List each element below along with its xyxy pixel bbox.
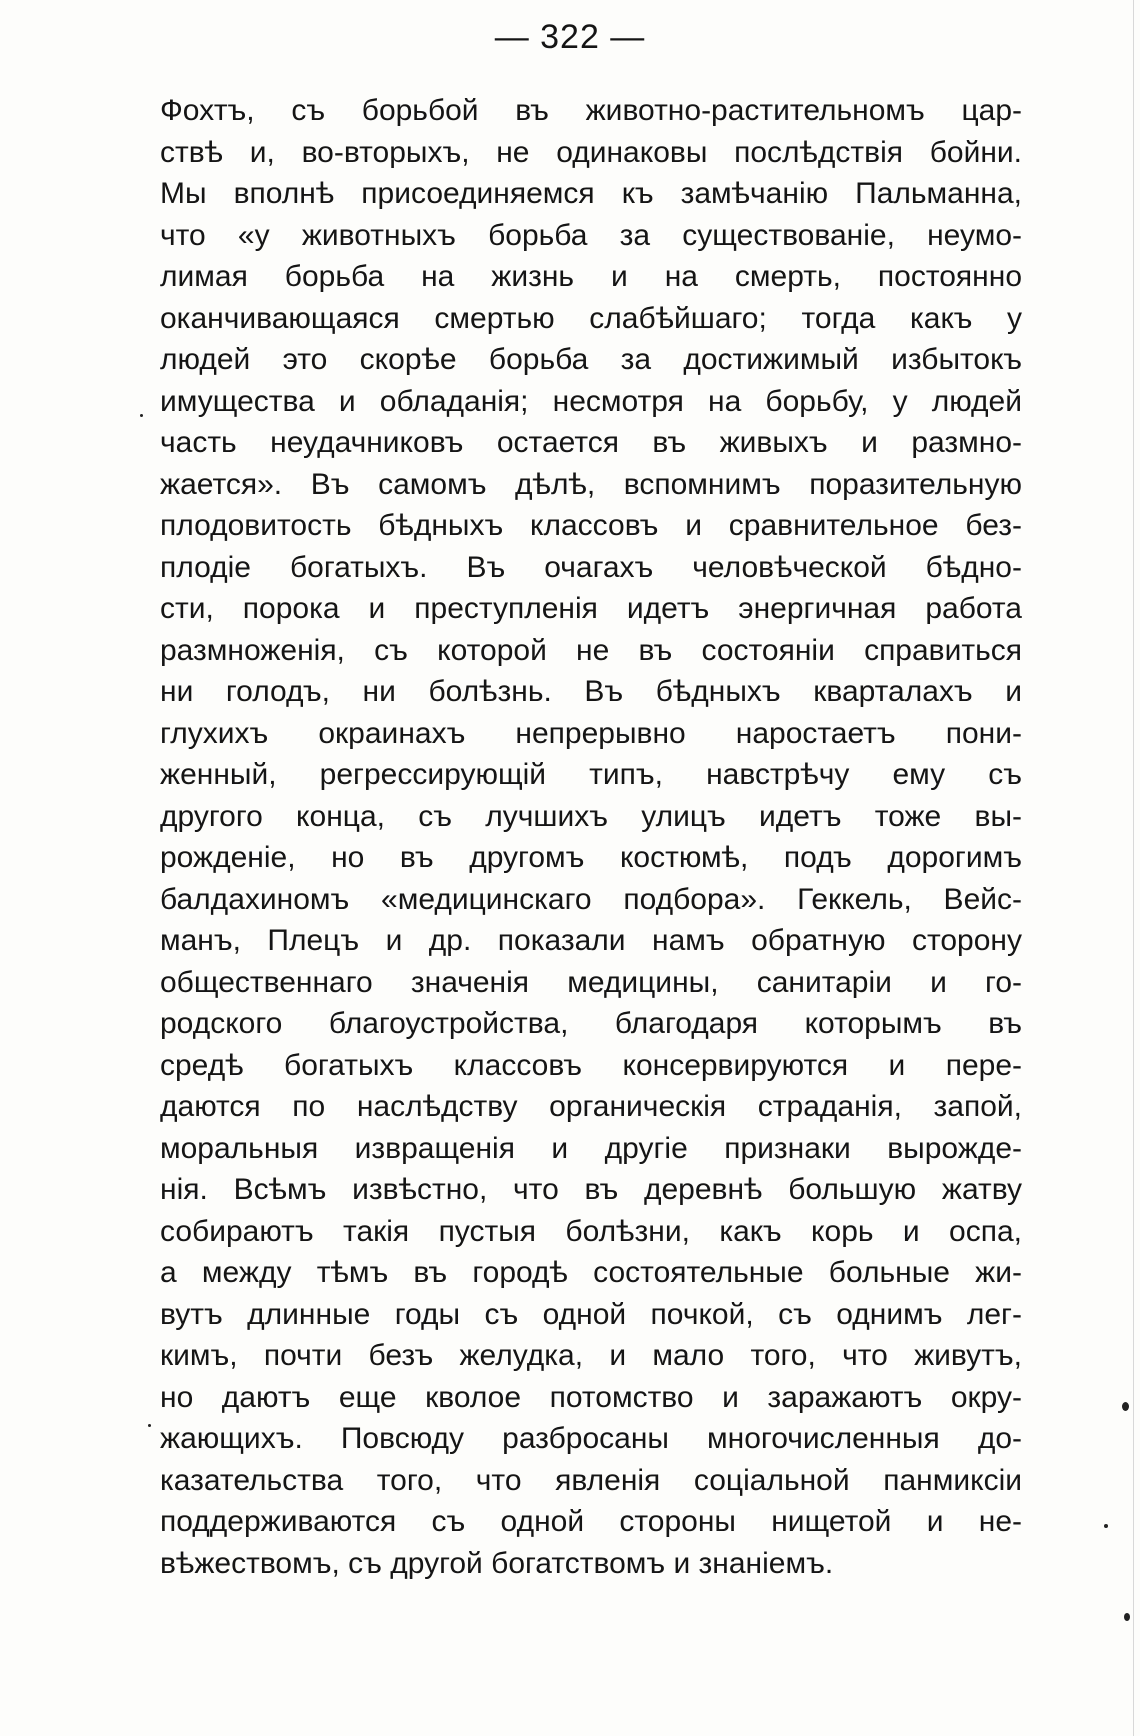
body-text [160,90,1022,1650]
text-line: нія. Всѣмъ извѣстно, что въ деревнѣ большую жатву [160,1173,1022,1206]
text-line: плодовитость бѣдныхъ классовъ и сравнительное без- [160,509,1022,542]
text-line: казательства того, что явленія соціальной панмиксіи [160,1463,1022,1497]
text-line: размноженія, съ которой не въ состояніи справиться [160,633,1022,667]
text-line: родского благоустройства, благодаря которымъ въ [160,1007,1022,1040]
scan-speck [148,1424,151,1427]
text-line: глухихъ окраинахъ непрерывно наростаетъ пони- [160,716,1022,750]
text-line: ствѣ и, во-вторыхъ, не одинаковы послѣдствія бойни. [160,135,1022,169]
text-line: людей это скорѣе борьба за достижимый избытокъ [160,343,1022,376]
text-line: имущества и обладанія; несмотря на борьбу, у людей [160,384,1022,418]
text-line: но даютъ еще кволое потомство и заражаютъ окру- [160,1380,1022,1414]
text-line: Фохтъ, съ борьбой въ животно-растительномъ цар- [160,94,1022,127]
scan-speck [1104,1524,1108,1528]
text-line: плодіе богатыхъ. Въ очагахъ человѣческой бѣдно- [160,550,1022,584]
text-line: даются по наслѣдству органическія страданія, запой, [160,1090,1022,1123]
scan-edge-line [1133,0,1134,1736]
text-line: балдахиномъ «медицинскаго подбора». Геккель, Вейс- [160,882,1022,916]
text-line: моральныя извращенія и другіе признаки вырожде- [160,1131,1022,1165]
text-line: ни голодъ, ни болѣзнь. Въ бѣдныхъ кварталахъ и [160,675,1022,708]
text-line: рожденіе, но въ другомъ костюмѣ, подъ дорогимъ [160,841,1022,874]
scan-speck [1122,1402,1129,1411]
scan-speck [140,414,143,417]
text-line: женный, регрессирующій типъ, навстрѣчу ему съ [160,758,1022,791]
text-line: средѣ богатыхъ классовъ консервируются и пере- [160,1048,1022,1082]
text-line: что «у животныхъ борьба за существованіе, неумо- [160,218,1022,252]
text-line: манъ, Плецъ и др. показали намъ обратную сторону [160,924,1022,957]
page-number: — 322 — [494,18,646,56]
text-line: вутъ длинные годы съ одной почкой, съ однимъ лег- [160,1297,1022,1331]
text-line: жающихъ. Повсюду разбросаны многочисленныя до- [160,1422,1022,1455]
text-line: Мы вполнѣ присоединяемся къ замѣчанію Пальманна, [160,177,1022,210]
text-line: общественнаго значенія медицины, санитаріи и го- [160,965,1022,999]
text-line: собираютъ такія пустыя болѣзни, какъ корь и оспа, [160,1214,1022,1248]
text-line: лимая борьба на жизнь и на смерть, постоянно [160,260,1022,293]
text-line: часть неудачниковъ остается въ живыхъ и размно- [160,426,1022,459]
text-line: жается». Въ самомъ дѣлѣ, вспомнимъ поразительную [160,467,1022,501]
text-line: другого конца, съ лучшихъ улицъ идетъ тоже вы- [160,799,1022,833]
scan-speck [1124,1613,1130,1621]
text-line: вѣжествомъ, съ другой богатствомъ и знаніемъ. [160,1546,834,1580]
text-line: кимъ, почти безъ желудка, и мало того, что живутъ, [160,1339,1022,1372]
text-line: а между тѣмъ въ городѣ состоятельные больные жи- [160,1256,1022,1289]
text-line: поддерживаются съ одной стороны нищетой и не- [160,1505,1022,1538]
text-line: сти, порока и преступленія идетъ энергичная работа [160,592,1022,625]
text-line: оканчивающаяся смертью слабѣйшаго; тогда какъ у [160,301,1022,335]
